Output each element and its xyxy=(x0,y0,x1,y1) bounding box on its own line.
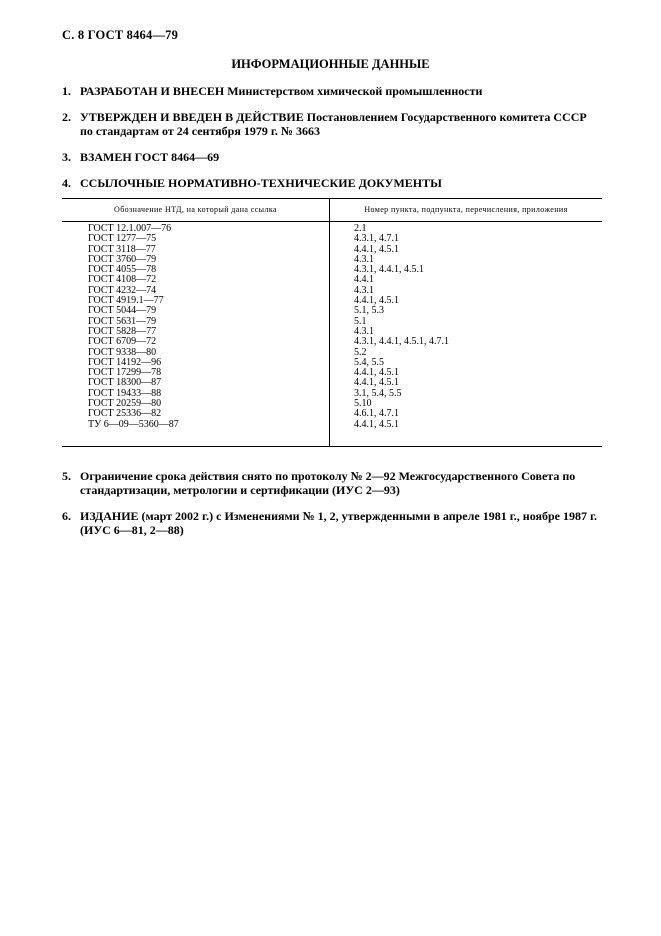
document-designation: ГОСТ 9338—80 xyxy=(88,346,157,358)
table-header-document: Обозначение НТД, на который дана ссылка xyxy=(62,199,330,221)
item-text: ВЗАМЕН ГОСТ 8464—69 xyxy=(80,150,220,164)
document-designation: ТУ 6—09—5360—87 xyxy=(88,418,179,430)
page-header: С. 8 ГОСТ 8464—79 xyxy=(62,28,179,42)
document-designation: ГОСТ 4232—74 xyxy=(88,284,157,296)
clause-numbers: 4.6.1, 4.7.1 xyxy=(354,408,399,420)
clause-numbers: 4.3.1 xyxy=(354,284,374,296)
clause-numbers: 4.3.1 xyxy=(354,325,374,337)
document-designation: ГОСТ 5828—77 xyxy=(88,325,157,337)
document-designation: ГОСТ 4919.1—77 xyxy=(88,295,164,307)
item-text: ИЗДАНИЕ (март 2002 г.) с Изменениями № 1, 2, утвержденными в апреле 1981 г., ноябре 1987 г. (ИУС 6—81, 2—88) xyxy=(80,509,598,537)
clause-numbers: 4.4.1, 4.5.1 xyxy=(354,295,399,307)
info-item-4 xyxy=(62,176,602,190)
clause-numbers: 5.2 xyxy=(354,346,367,358)
item-number: 1. xyxy=(62,84,71,98)
clause-numbers: 2.1 xyxy=(354,223,367,234)
clause-numbers: 5.10 xyxy=(354,398,372,410)
document-designation: ГОСТ 3760—79 xyxy=(88,253,157,265)
document-designation: ГОСТ 17299—78 xyxy=(88,367,162,379)
info-item-1 xyxy=(62,84,602,98)
info-item-6 xyxy=(62,509,602,537)
clause-numbers: 4.4.1, 4.5.1 xyxy=(354,243,399,255)
clause-numbers: 4.3.1, 4.4.1, 4.5.1 xyxy=(354,264,424,276)
document-designation: ГОСТ 5631—79 xyxy=(88,315,157,327)
document-designation: ГОСТ 20259—80 xyxy=(88,398,162,410)
document-designation: ГОСТ 14192—96 xyxy=(88,356,162,368)
clause-numbers: 4.4.1 xyxy=(354,274,374,286)
clause-numbers: 4.3.1, 4.7.1 xyxy=(354,233,399,245)
document-designation: ГОСТ 5044—79 xyxy=(88,305,157,317)
document-designation: ГОСТ 19433—88 xyxy=(88,387,162,399)
info-item-2 xyxy=(62,110,602,138)
clause-numbers: 5.1 xyxy=(354,315,367,327)
document-designation: ГОСТ 18300—87 xyxy=(88,377,162,389)
info-item-3 xyxy=(62,150,602,164)
clause-numbers: 4.3.1, 4.4.1, 4.5.1, 4.7.1 xyxy=(354,336,449,348)
table-row xyxy=(62,420,602,430)
clause-numbers: 4.4.1, 4.5.1 xyxy=(354,418,399,430)
clause-numbers: 5.4, 5.5 xyxy=(354,356,384,368)
document-designation: ГОСТ 25336—82 xyxy=(88,408,162,420)
document-designation: ГОСТ 6709—72 xyxy=(88,336,157,348)
clause-numbers: 4.4.1, 4.5.1 xyxy=(354,367,399,379)
item-text: РАЗРАБОТАН И ВНЕСЕН Министерством химической промышленности xyxy=(80,84,483,98)
table-header-clause: Номер пункта, подпункта, перечисления, приложения xyxy=(364,205,568,214)
item-number: 2. xyxy=(62,110,71,124)
item-number: 5. xyxy=(62,469,71,483)
reference-documents-table xyxy=(62,198,602,447)
item-number: 4. xyxy=(62,176,71,190)
info-item-5 xyxy=(62,469,602,497)
item-number: 6. xyxy=(62,509,71,523)
clause-numbers: 5.1, 5.3 xyxy=(354,305,384,317)
document-designation: ГОСТ 3118—77 xyxy=(88,243,156,255)
clause-numbers: 4.4.1, 4.5.1 xyxy=(354,377,399,389)
item-text: УТВЕРЖДЕН И ВВЕДЕН В ДЕЙСТВИЕ Постановлением Государственного комитета СССР по стандартам от 24 сентября 1979 г. № 3663 xyxy=(80,110,587,138)
document-designation: ГОСТ 4108—72 xyxy=(88,274,157,286)
document-designation: ГОСТ 1277—75 xyxy=(88,233,157,245)
page-title: ИНФОРМАЦИОННЫЕ ДАННЫЕ xyxy=(231,57,430,71)
table-header-row xyxy=(62,199,602,222)
item-text: ССЫЛОЧНЫЕ НОРМАТИВНО-ТЕХНИЧЕСКИЕ ДОКУМЕНТЫ xyxy=(80,176,442,190)
table-body xyxy=(62,224,602,430)
clause-numbers: 4.3.1 xyxy=(354,253,374,265)
document-designation: ГОСТ 12.1.007—76 xyxy=(88,223,172,234)
item-number: 3. xyxy=(62,150,71,164)
item-text: Ограничение срока действия снято по протоколу № 2—92 Межгосударственного Совета по стандартизации, метрологии и сертификации (ИУС 2—93) xyxy=(80,469,576,497)
clause-numbers: 3.1, 5.4, 5.5 xyxy=(354,387,402,399)
document-designation: ГОСТ 4055—78 xyxy=(88,264,157,276)
